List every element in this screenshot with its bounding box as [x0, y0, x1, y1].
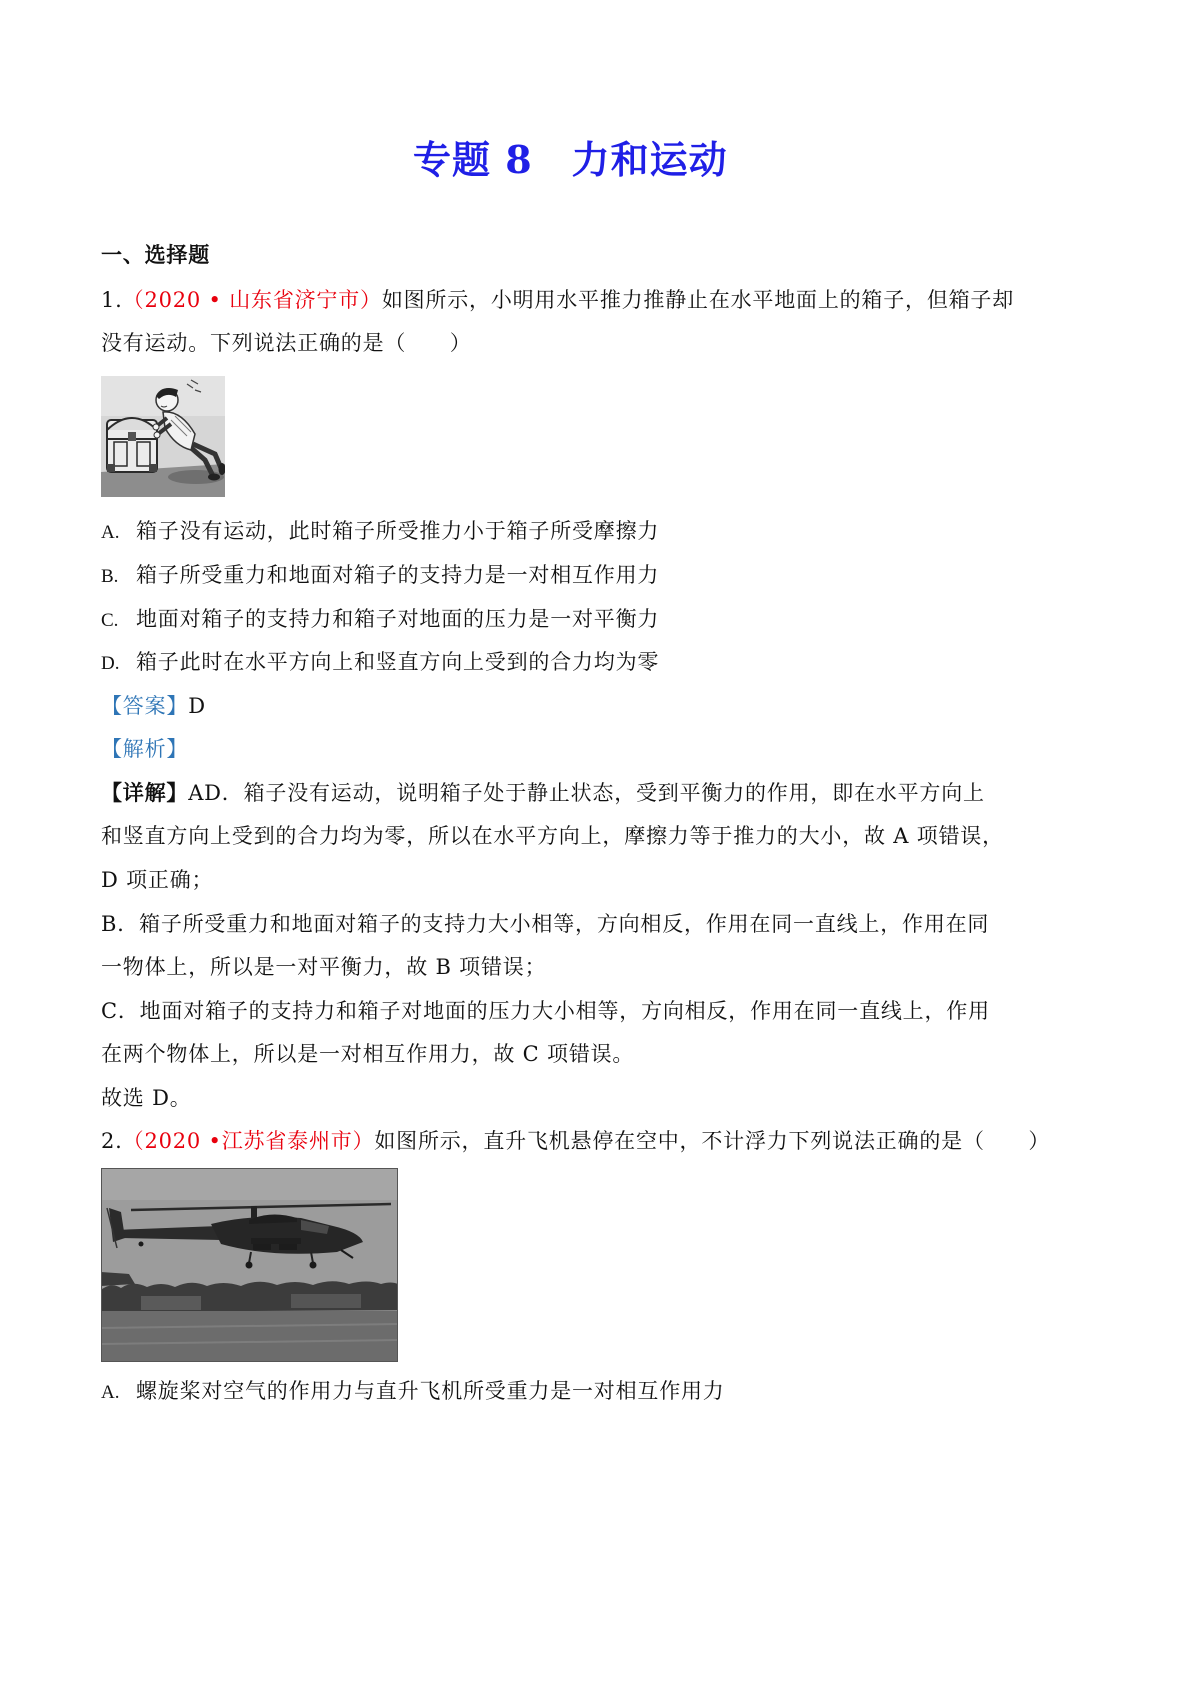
- option-text: 箱子没有运动，此时箱子所受推力小于箱子所受摩擦力: [136, 519, 660, 543]
- weapon-pod: [253, 1244, 271, 1250]
- helicopter-drawing: [101, 1168, 398, 1362]
- boy-pushing-box-drawing: [101, 376, 225, 497]
- question-number: 2.: [101, 1129, 123, 1153]
- answer-value: D: [188, 694, 206, 718]
- detail-line-1: [101, 779, 985, 807]
- wheel: [246, 1262, 253, 1269]
- detail-line-3: D 项正确；: [101, 868, 214, 892]
- helicopter-photo: [101, 1168, 398, 1362]
- weapon-pod: [279, 1244, 297, 1250]
- building: [141, 1296, 201, 1310]
- question-1-stem-line-1: [101, 286, 1014, 314]
- option-text: 箱子此时在水平方向上和竖直方向上受到的合力均为零: [136, 650, 660, 674]
- page-title: 专题 8 力和运动: [413, 137, 728, 182]
- question-1-option-c: [101, 605, 659, 633]
- boy-pushing-box-illustration: [101, 376, 225, 497]
- option-label: A.: [101, 522, 120, 543]
- answer-line: [101, 692, 206, 720]
- treasure-box: [107, 418, 157, 472]
- ground: [101, 1311, 398, 1362]
- option-label: C.: [101, 610, 119, 631]
- option-text: 螺旋桨对空气的作用力与直升飞机所受重力是一对相互作用力: [136, 1379, 725, 1403]
- building: [291, 1294, 361, 1308]
- question-2-option-a: [101, 1377, 725, 1405]
- wheel: [310, 1262, 317, 1269]
- question-1-option-d: [101, 648, 659, 676]
- option-label: A.: [101, 1382, 120, 1403]
- detail-text: AD．箱子没有运动，说明箱子处于静止状态，受到平衡力的作用，即在水平方向上: [188, 781, 985, 805]
- option-label: B.: [101, 566, 119, 587]
- detail-line-7: 在两个物体上，所以是一对相互作用力，故 C 项错误。: [101, 1042, 635, 1066]
- question-source: （2020 • 山东省济宁市）: [122, 288, 382, 312]
- detail-label: 【详解】: [101, 780, 189, 805]
- question-1-option-a: [101, 517, 659, 545]
- conclusion-line: 故选 D。: [101, 1086, 192, 1110]
- question-stem-text: 如图所示，小明用水平推力推静止在水平地面上的箱子，但箱子却: [381, 288, 1015, 312]
- stub-wing: [251, 1238, 301, 1244]
- question-1-stem-line-2: 没有运动。下列说法正确的是（ ）: [101, 331, 472, 355]
- option-label: D.: [101, 653, 120, 674]
- option-text: 箱子所受重力和地面对箱子的支持力是一对相互作用力: [136, 563, 660, 587]
- detail-line-6: C．地面对箱子的支持力和箱子对地面的压力大小相等，方向相反，作用在同一直线上，作用: [101, 999, 990, 1023]
- question-source: （2020 •江苏省泰州市）: [122, 1129, 375, 1153]
- section-heading: 一、选择题: [101, 242, 210, 267]
- question-1-option-b: [101, 561, 659, 589]
- question-number: 1.: [101, 288, 123, 312]
- detail-line-5: 一物体上，所以是一对平衡力，故 B 项错误；: [101, 955, 547, 979]
- answer-label: 【答案】: [101, 694, 189, 718]
- tail-wheel: [139, 1242, 144, 1247]
- option-text: 地面对箱子的支持力和箱子对地面的压力是一对平衡力: [136, 607, 660, 631]
- question-2-stem-line-1: [101, 1127, 1050, 1155]
- detail-line-4: B．箱子所受重力和地面对箱子的支持力大小相等，方向相反，作用在同一直线上，作用在同: [101, 912, 990, 936]
- analysis-label: 【解析】: [101, 737, 189, 761]
- detail-line-2: 和竖直方向上受到的合力均为零，所以在水平方向上，摩擦力等于推力的大小，故 A 项错误，: [101, 824, 1004, 848]
- question-stem-text: 如图所示，直升飞机悬停在空中，不计浮力下列说法正确的是（ ）: [374, 1129, 1051, 1153]
